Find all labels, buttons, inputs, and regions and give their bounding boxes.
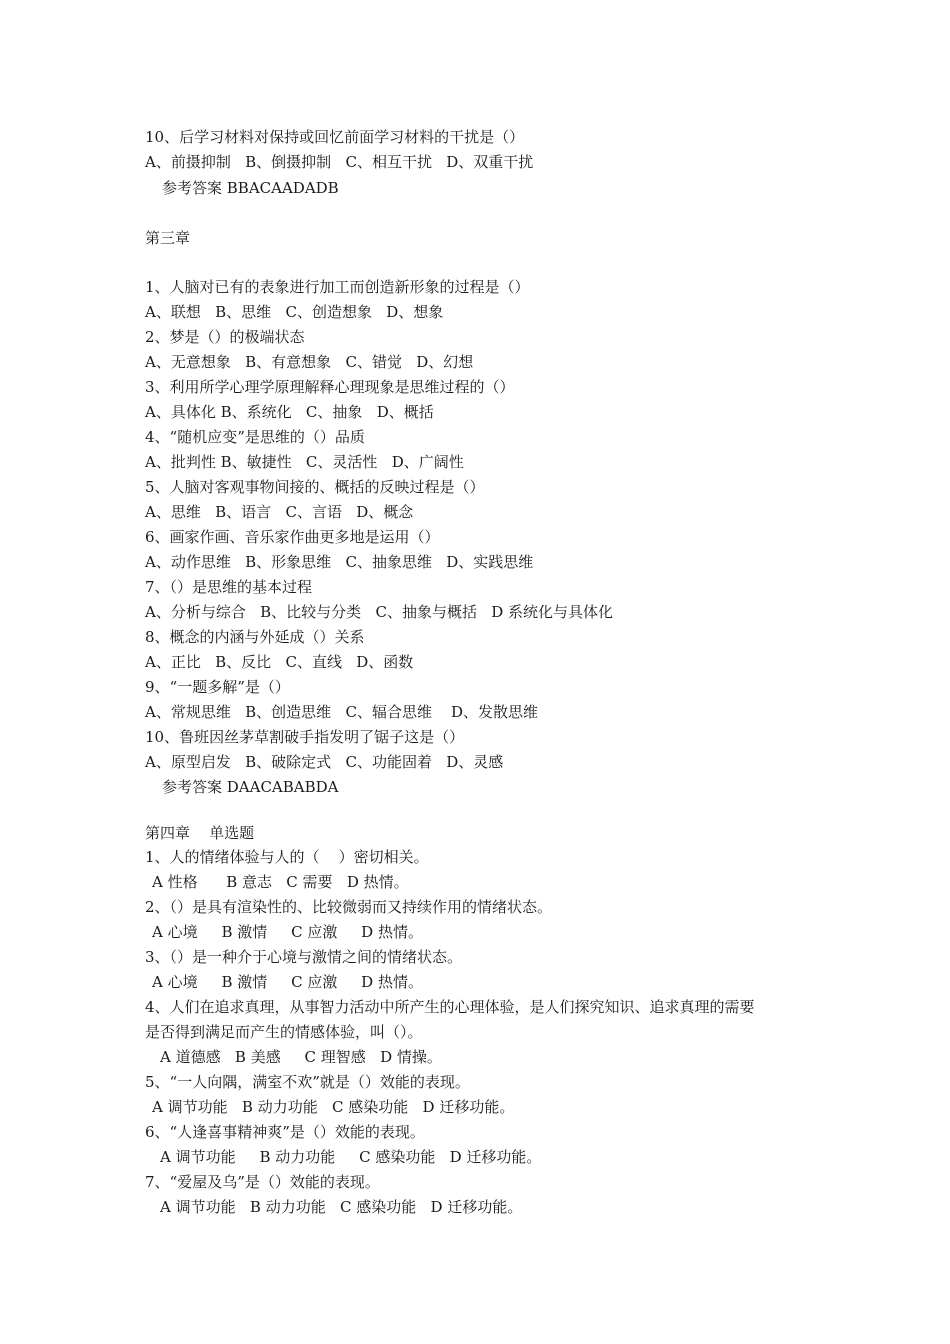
options-text: A、分析与综合 B、比较与分类 C、抽象与概括 D 系统化与具体化 (145, 603, 614, 621)
options-text: A 性格 B 意志 C 需要 D 热情。 (152, 873, 409, 891)
question-text-continued: 是否得到满足而产生的情感体验，叫（）。 (145, 1023, 423, 1041)
options-text: A、具体化 B、系统化 C、抽象 D、概括 (145, 403, 434, 421)
question-text: 5、人脑对客观事物间接的、概括的反映过程是（） (145, 478, 485, 496)
options-text: A 道德感 B 美感 C 理智感 D 情操。 (160, 1048, 442, 1066)
question-text: 1、人的情绪体验与人的（ ）密切相关。 (145, 848, 429, 866)
question-text: 3、（）是一种介于心境与激情之间的情绪状态。 (145, 948, 463, 966)
question-text: 2、（）是具有渲染性的、比较微弱而又持续作用的情绪状态。 (145, 898, 553, 916)
options-text: A、正比 B、反比 C、直线 D、函数 (145, 653, 414, 671)
question-text: 2、梦是（）的极端状态 (145, 328, 305, 346)
options-text: A 心境 B 激情 C 应激 D 热情。 (152, 973, 423, 991)
options-text: A、原型启发 B、破除定式 C、功能固着 D、灵感 (145, 753, 504, 771)
question-text: 8、概念的内涵与外延成（）关系 (145, 628, 365, 646)
options-text: A、常规思维 B、创造思维 C、辐合思维 D、发散思维 (145, 703, 539, 721)
question-text: 10、鲁班因丝茅草割破手指发明了锯子这是（） (145, 728, 465, 746)
options-text: A、联想 B、思维 C、创造想象 D、想象 (145, 303, 444, 321)
question-text: 4、“随机应变”是思维的（）品质 (145, 428, 365, 446)
options-text: A 调节功能 B 动力功能 C 感染功能 D 迁移功能。 (152, 1098, 515, 1116)
options-text: A、批判性 B、敏捷性 C、灵活性 D、广阔性 (145, 453, 464, 471)
options-text: A、动作思维 B、形象思维 C、抽象思维 D、实践思维 (145, 553, 534, 571)
options-text: A、无意想象 B、有意想象 C、错觉 D、幻想 (145, 353, 474, 371)
question-text: 3、利用所学心理学原理解释心理现象是思维过程的（） (145, 378, 515, 396)
options-text: A、前摄抑制 B、倒摄抑制 C、相互干扰 D、双重干扰 (145, 153, 534, 171)
options-text: A 心境 B 激情 C 应激 D 热情。 (152, 923, 423, 941)
question-text: 9、“一题多解”是（） (145, 678, 290, 696)
question-text: 5、“一人向隅，满室不欢”就是（）效能的表现。 (145, 1073, 470, 1091)
question-text: 4、人们在追求真理，从事智力活动中所产生的心理体验，是人们探究知识、追求真理的需要 (145, 998, 755, 1016)
answer-key: 参考答案 DAACABABDA (162, 778, 339, 796)
options-text: A 调节功能 B 动力功能 C 感染功能 D 迁移功能。 (160, 1198, 523, 1216)
answer-key: 参考答案 BBACAADADB (162, 179, 339, 197)
question-text: 6、“人逢喜事精神爽”是（）效能的表现。 (145, 1123, 425, 1141)
options-text: A、思维 B、语言 C、言语 D、概念 (145, 503, 414, 521)
question-text: 10、后学习材料对保持或回忆前面学习材料的干扰是（） (145, 128, 525, 146)
question-text: 1、人脑对已有的表象进行加工而创造新形象的过程是（） (145, 278, 530, 296)
question-text: 7、（）是思维的基本过程 (145, 578, 313, 596)
question-text: 7、“爱屋及乌”是（）效能的表现。 (145, 1173, 380, 1191)
options-text: A 调节功能 B 动力功能 C 感染功能 D 迁移功能。 (160, 1148, 542, 1166)
chapter-title: 第三章 (145, 229, 191, 247)
chapter-title: 第四章 单选题 (145, 824, 255, 842)
question-text: 6、画家作画、音乐家作曲更多地是运用（） (145, 528, 440, 546)
